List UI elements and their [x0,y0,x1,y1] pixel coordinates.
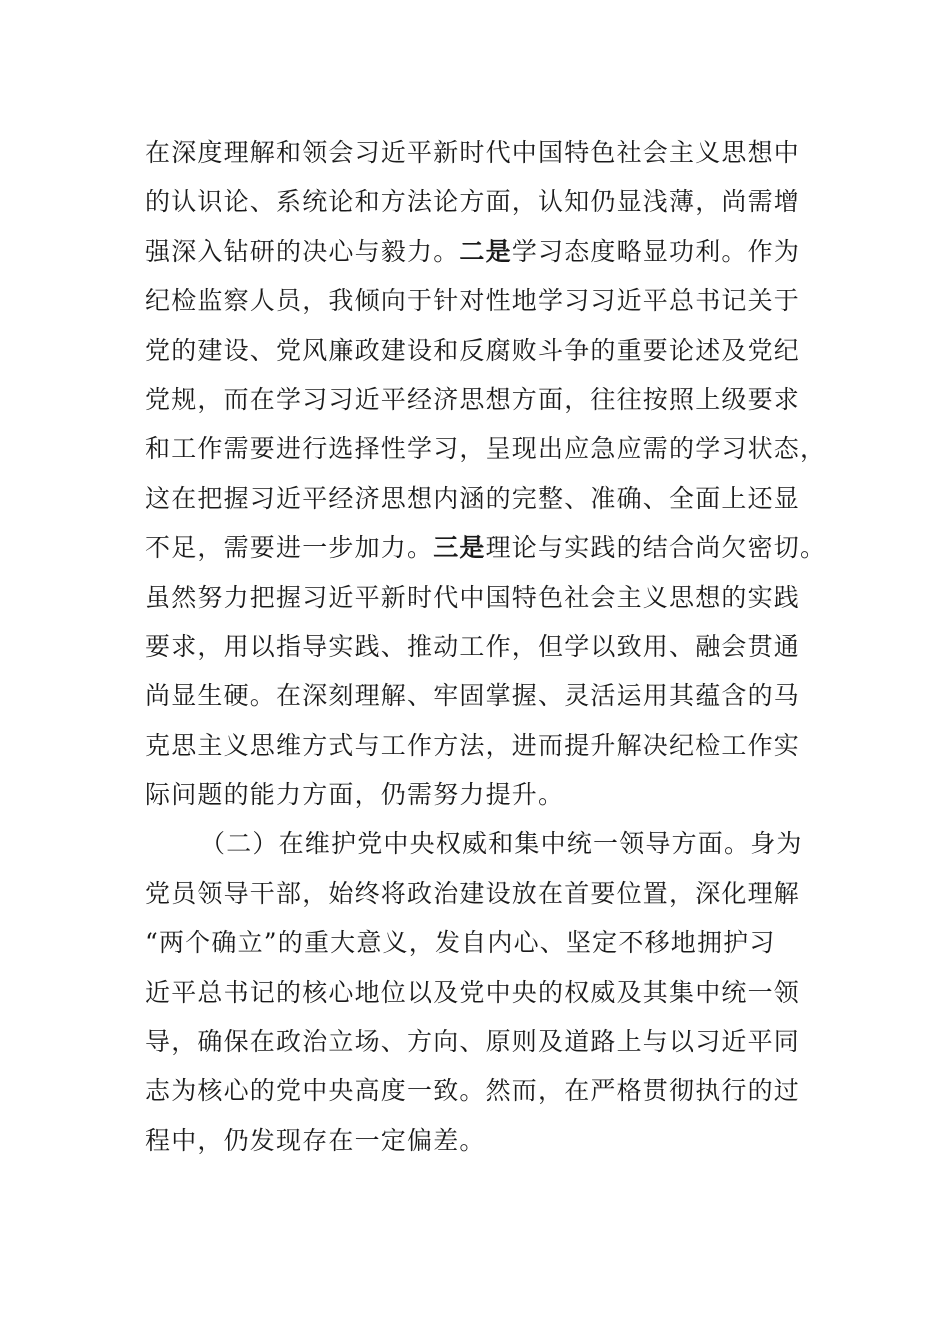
text-line: 要求，用以指导实践、推动工作，但学以致用、融会贯通 [145,631,801,661]
text-line: 尚显生硬。在深刻理解、牢固掌握、灵活运用其蕴含的马 [145,681,801,711]
text-line: 党员领导干部，始终将政治建设放在首要位置，深化理解 [145,878,801,908]
text-run: 不足，需要进一步加力。 [145,533,434,563]
text-line: 虽然努力把握习近平新时代中国特色社会主义思想的实践 [145,582,801,612]
text-run: 强深入钻研的决心与毅力。 [145,236,460,266]
text-line [145,227,805,276]
text-line: 际问题的能力方面，仍需努力提升。 [145,780,565,810]
text-line: 纪检监察人员，我倾向于针对性地学习习近平总书记关于 [145,286,801,316]
text-line: 这在把握习近平经济思想内涵的完整、准确、全面上还显 [145,483,801,513]
text-line: 党的建设、党风廉政建设和反腐败斗争的重要论述及党纪 [145,335,801,365]
text-line: 近平总书记的核心地位以及党中央的权威及其集中统一领 [145,977,801,1007]
text-line: 程中，仍发现存在一定偏差。 [145,1125,486,1155]
text-line: 和工作需要进行选择性学习，呈现出应急应需的学习状态， [145,434,827,464]
text-line: 党规，而在学习习近平经济思想方面，往往按照上级要求 [145,384,801,414]
text-run: 学习态度略显功利。作为 [511,236,801,266]
text-line: “两个确立”的重大意义，发自内心、坚定不移地拥护习 [145,928,776,958]
text-line: 克思主义思维方式与工作方法，进而提升解决纪检工作实 [145,730,801,760]
text-line: 导，确保在政治立场、方向、原则及道路上与以习近平同 [145,1027,801,1057]
text-line [145,523,827,572]
text-run: 理论与实践的结合尚欠密切。 [485,533,827,563]
section-heading-line: （二）在维护党中央权威和集中统一领导方面。身为 [200,829,803,859]
text-line: 的认识论、系统论和方法论方面，认知仍显浅薄，尚需增 [145,187,801,217]
bold-marker: 二是 [459,236,512,266]
document-body [145,128,827,1165]
text-line: 志为核心的党中央高度一致。然而，在严格贯彻执行的过 [145,1076,801,1106]
text-line: 在深度理解和领会习近平新时代中国特色社会主义思想中 [145,138,801,167]
bold-marker: 三是 [433,533,486,563]
